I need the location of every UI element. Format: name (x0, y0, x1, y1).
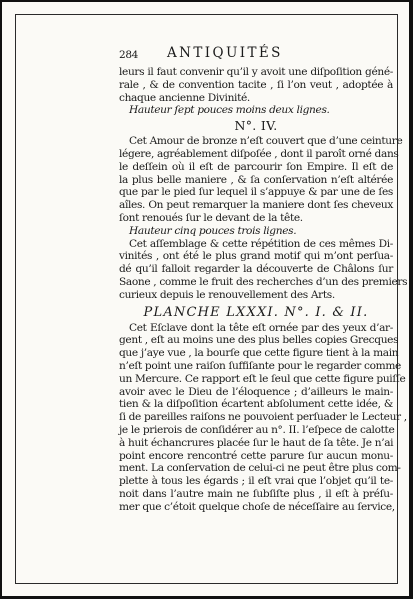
text-line: chaque ancienne Divinité. (119, 91, 250, 104)
text-line: tien & la diſpoſition écartent abſolument cette idée, & (119, 398, 393, 411)
text-line: leurs il faut convenir qu’il y avoit une diſpoſition géné- (119, 66, 393, 78)
text-line: Saone , comme le fruit des recherches d’un des premiers (119, 275, 408, 288)
text-line: vinités , ont été le plus grand motif qui m’ont perſua- (119, 250, 393, 263)
text-line: Cet Eſclave dont la tête eſt ornée par des yeux d’ar- (129, 321, 393, 334)
text-line: curieux depuis le renouvellement des Arts. (119, 288, 335, 301)
text-line: que j’aye vue , la bourſe que cette figure tient à la main (119, 347, 399, 360)
page-number: 284 (119, 49, 138, 61)
text-line: le deſſein où il eſt de parcourir ſon Empire. Il eſt de (119, 160, 393, 173)
text-line: point encore rencontré cette parure ſur aucun monu- (119, 449, 393, 462)
text-line: un Mercure. Ce rapport eſt le ſeul que cette figure puiſſe (119, 372, 406, 385)
text-line: rale , & de convention tacite , ſi l’on veut , adoptée à (119, 78, 393, 91)
text-line: légere, agréablement diſpoſée , dont il paroît orné dans (119, 147, 399, 160)
text-line: ment. La conſervation de celui-ci ne peut être plus com- (119, 462, 401, 475)
text-line: gent , eſt au moins une des plus belles copies Grecques (119, 334, 399, 347)
plate-heading: PLANCHE LXXXI. N°. I. & II. (143, 304, 369, 320)
dimension-line: Hauteur ſept pouces moins deux lignes. (129, 104, 330, 117)
text-line: je le prierois de conſidérer au n°. II. l’eſpece de calotte (119, 423, 395, 436)
text-line: dé qu’il falloit regarder la découverte de Châlons ſur (119, 263, 393, 276)
text-line: n’eſt point une raiſon ſuffiſante pour le regarder comme (119, 359, 401, 372)
text-line: à huit échancrures placée ſur le haut de ſa tête. Je n’ai (119, 436, 394, 449)
text-line: avoir avec le Dieu de l’éloquence ; d’ailleurs le main- (119, 385, 393, 398)
dimension-line: Hauteur cinq pouces trois lignes. (129, 224, 297, 237)
text-line: mer que c’étoit quelque choſe de néceſſaire au ſervice, (119, 500, 395, 513)
text-line: la plus belle maniere , & ſa conſervation n’eſt altérée (119, 173, 393, 186)
text-line: plette à tous les égards ; il eſt vrai que l’objet qu’il te- (119, 475, 393, 488)
text-line: Cet aſſemblage & cette répétition de ces mêmes Di- (129, 237, 393, 250)
text-line: Cet Amour de bronze n’eſt couvert que d’une ceinture (129, 135, 403, 148)
running-header (119, 45, 393, 66)
running-title: ANTIQUITÉS (167, 45, 283, 61)
text-block (119, 45, 408, 514)
text-line: ſont renoués ſur le devant de la tête. (119, 211, 303, 224)
text-line: ſi de pareilles raiſons ne pouvoient perſuader le Lecteur , (119, 411, 407, 424)
text-line: noit dans l’autre main ne ſubſiſte plus , il eſt à préſu- (119, 487, 393, 500)
section-heading: N°. IV. (234, 118, 278, 134)
text-line: que par le pied ſur lequel il s’appuye & par une de ſes (119, 186, 393, 199)
text-line: aîles. On peut remarquer la maniere dont ſes cheveux (119, 199, 393, 212)
book-page (2, 2, 409, 596)
